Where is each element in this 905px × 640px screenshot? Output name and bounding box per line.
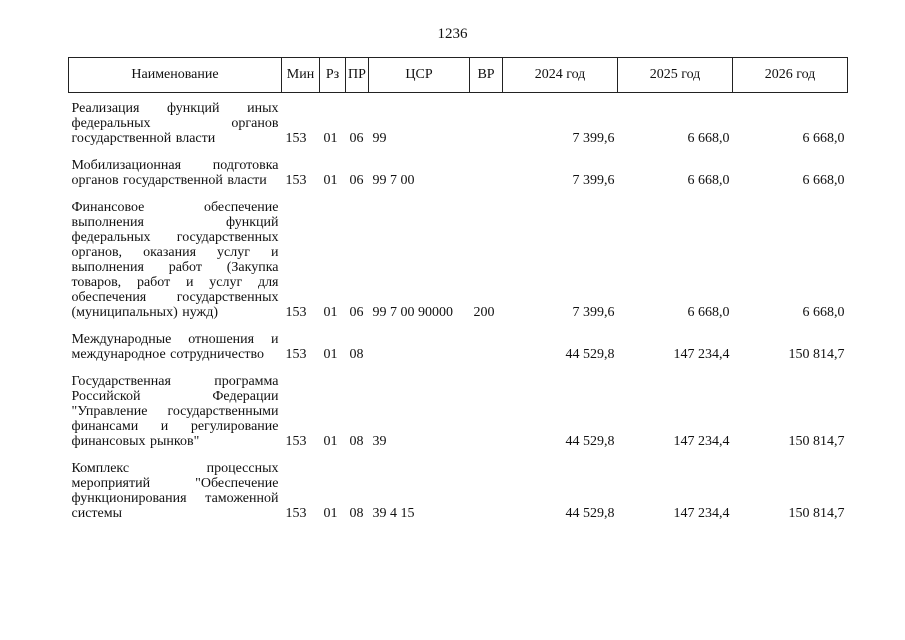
row-min: 153 [285,131,307,146]
row-2024: 7 399,6 [572,305,615,320]
row-name: Государственная программа Российской Федерации "Управление государственными финансами и регулирование финансовых рынков" [71,374,279,449]
row-rz: 01 [323,434,338,449]
row-2024: 44 529,8 [565,434,615,449]
row-2026: 150 814,7 [788,506,845,521]
header-2025: 2025 год [618,58,733,93]
header-vr: ВР [470,58,503,93]
row-2025: 147 234,4 [673,506,730,521]
row-2025: 6 668,0 [687,173,730,188]
table-row [69,150,848,192]
row-name: Реализация функций иных федеральных органов государственной власти [71,101,279,146]
table-body [69,93,848,526]
header-row [69,58,848,93]
row-pr: 08 [349,506,364,521]
row-name: Финансовое обеспечение выполнения функций федеральных государственных органов, оказания услуг и выполнения работ (Закупка товаров, работ и услуг для обеспечения государственных (муниципальных) нужд) [71,200,279,320]
row-vr [470,93,503,151]
header-csr: ЦСР [369,58,470,93]
row-pr: 06 [349,173,364,188]
row-2026: 150 814,7 [788,434,845,449]
table-header [69,58,848,93]
row-2024: 7 399,6 [572,131,615,146]
row-2024: 44 529,8 [565,506,615,521]
table-row [69,93,848,151]
row-min: 153 [285,305,307,320]
row-pr: 06 [349,131,364,146]
header-name: Наименование [69,58,282,93]
row-min: 153 [285,506,307,521]
row-rz: 01 [323,305,338,320]
row-2024: 44 529,8 [565,347,615,362]
row-name: Международные отношения и международное сотрудничество [71,332,279,362]
row-vr: 200 [473,305,495,320]
row-min: 153 [285,173,307,188]
table-row [69,366,848,453]
row-rz: 01 [323,347,338,362]
row-min: 153 [285,347,307,362]
header-rz: Рз [320,58,346,93]
row-csr [369,324,470,366]
row-2025: 147 234,4 [673,347,730,362]
header-pr: ПР [346,58,369,93]
row-vr [470,150,503,192]
row-csr: 99 [372,131,387,146]
row-vr [470,453,503,525]
page-number: 1236 [437,26,468,42]
row-2026: 150 814,7 [788,347,845,362]
table-row [69,192,848,324]
header-min: Мин [282,58,320,93]
row-2025: 147 234,4 [673,434,730,449]
row-pr: 08 [349,434,364,449]
row-csr: 39 [372,434,387,449]
header-2026: 2026 год [733,58,848,93]
row-csr: 99 7 00 90000 [372,305,453,320]
row-rz: 01 [323,506,338,521]
table-row [69,453,848,525]
budget-table [68,57,848,525]
row-2026: 6 668,0 [802,173,845,188]
row-rz: 01 [323,173,338,188]
row-2025: 6 668,0 [687,305,730,320]
row-rz: 01 [323,131,338,146]
row-2026: 6 668,0 [802,305,845,320]
row-vr [470,324,503,366]
table-row [69,324,848,366]
row-2026: 6 668,0 [802,131,845,146]
row-pr: 08 [349,347,364,362]
row-csr: 39 4 15 [372,506,415,521]
row-pr: 06 [349,305,364,320]
row-2025: 6 668,0 [687,131,730,146]
row-name: Комплекс процессных мероприятий "Обеспечение функционирования таможенной системы [71,461,279,521]
row-2024: 7 399,6 [572,173,615,188]
row-name: Мобилизационная подготовка органов государственной власти [71,158,279,188]
row-vr [470,366,503,453]
header-2024: 2024 год [503,58,618,93]
row-min: 153 [285,434,307,449]
row-csr: 99 7 00 [372,173,415,188]
